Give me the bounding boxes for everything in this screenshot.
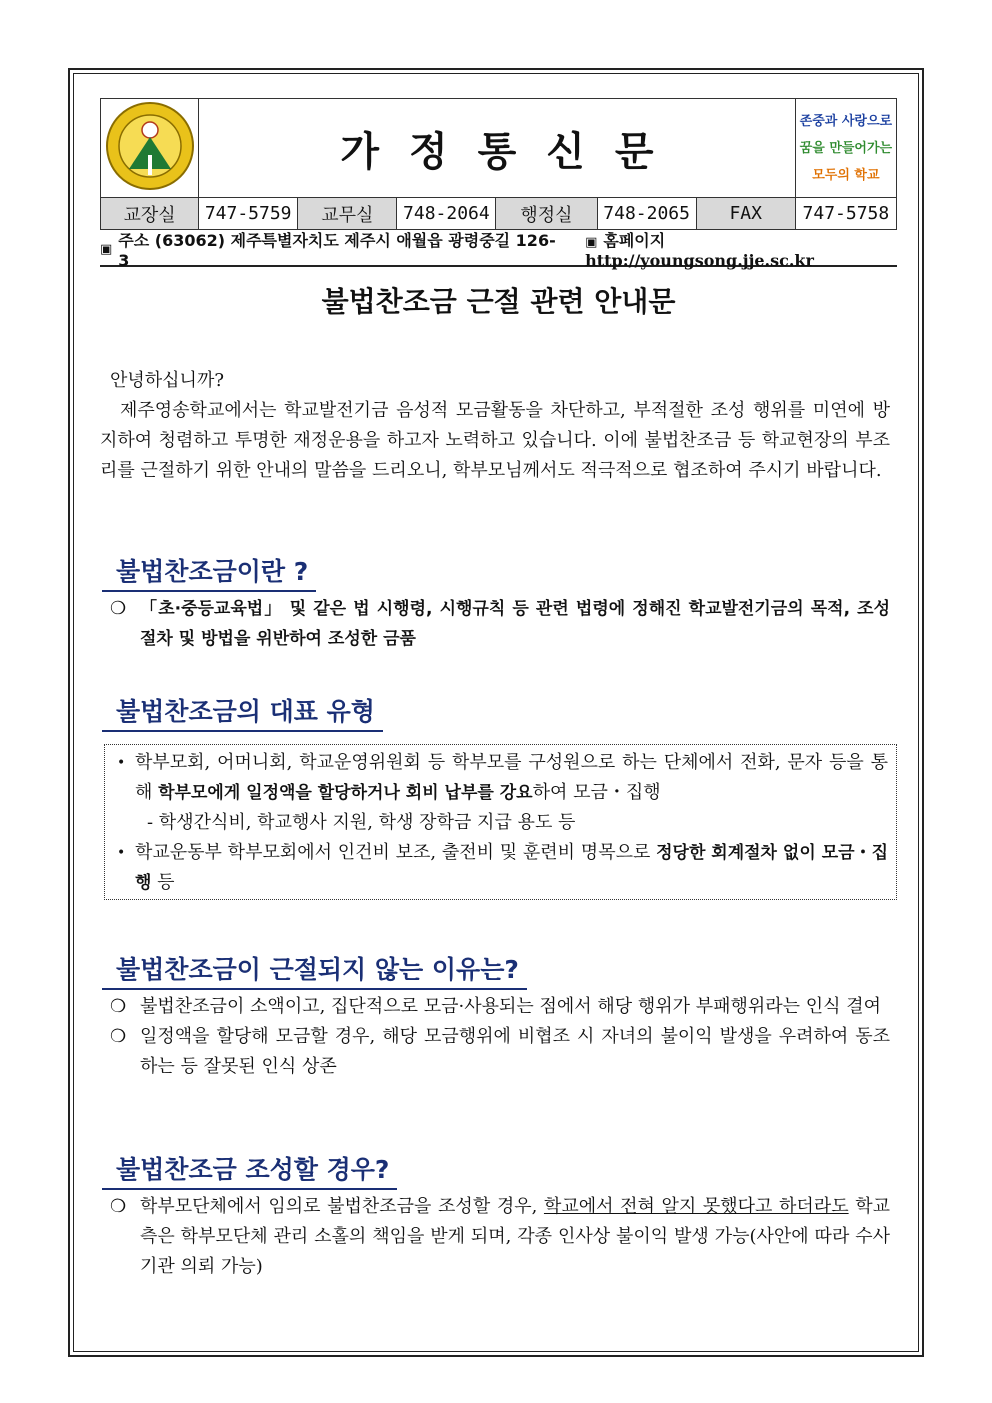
types-box: [104, 744, 897, 900]
homepage-link[interactable]: 홈페이지 http://youngsong.jje.sc.kr: [585, 231, 814, 270]
school-motto: [796, 108, 896, 189]
list-item: [108, 992, 890, 1022]
section-heading-reasons: 불법찬조금이 근절되지 않는 이유는?: [102, 950, 527, 990]
section-heading-types: 불법찬조금의 대표 유형: [102, 692, 383, 732]
list-item: [117, 838, 888, 898]
reason-1-text: 불법찬조금이 소액이고, 집단적으로 모금·사용되는 점에서 해당 행위가 부패행위라는 인식 결여: [140, 996, 882, 1017]
motto-cell: [795, 99, 896, 198]
type-1-text-a: 학부모회, 어머니회, 학교운영위원회 등 학부모를 구성원으로 하는 단체에서 전화, 문자 등을 통해: [135, 752, 888, 803]
dot-bullet-icon: •: [117, 845, 126, 861]
type-2-text-bold: 정당한 회계절차 없이 모금・집행: [135, 843, 888, 893]
type-2-text-a: 학교운동부 학부모회에서 인건비 보조, 출전비 및 훈련비 명목으로: [135, 842, 657, 863]
circle-bullet-icon: ❍: [110, 996, 127, 1017]
intro-paragraph: [100, 366, 890, 486]
contact-label-principal: 교장실: [101, 198, 199, 230]
square-bullet-icon: ▣: [100, 241, 113, 257]
address-line: [100, 231, 897, 270]
section-heading-consequence: 불법찬조금 조성할 경우?: [102, 1150, 397, 1190]
circle-bullet-icon: ❍: [110, 1196, 127, 1217]
motto-line-1: 존중과 사랑으로: [799, 113, 893, 129]
newsletter-title-cell: [199, 99, 796, 198]
school-logo-icon: [105, 101, 195, 191]
section-heading-definition: 불법찬조금이란 ?: [102, 552, 316, 592]
square-bullet-icon: ▣: [585, 235, 598, 250]
contact-label-admin: 행정실: [496, 198, 597, 230]
school-address: 주소 (63062) 제주특별자치도 제주시 애월읍 광령중길 126-3: [118, 231, 556, 270]
contact-number-fax: 747-5758: [795, 198, 896, 230]
circle-bullet-icon: ❍: [110, 1026, 127, 1047]
school-logo-cell: [101, 99, 199, 198]
consequence-text-a: 학부모단체에서 임의로 불법찬조금을 조성할 경우,: [140, 1196, 544, 1217]
motto-line-3: 모두의 학교: [812, 167, 880, 183]
contact-label-academic: 교무실: [298, 198, 397, 230]
intro-body: 제주영송학교에서는 학교발전기금 음성적 모금활동을 차단하고, 부적절한 조성 행위를 미연에 방지하여 청렴하고 투명한 재정운용을 하고자 노력하고 있습니다. 이에 불법찬조금 등 학교현장의 부조리를 근절하기 위한 안내의 말씀을 드리오니, 학부모님께서도 적극적으로 협조하여 주시기 바랍니다.: [100, 400, 890, 481]
circle-bullet-icon: ❍: [110, 598, 127, 619]
consequence-text-underlined: 학교에서 전혀 알지 못했다고 하더라도: [543, 1196, 849, 1217]
consequence-text-b: 학교측은 학부모단체 관리 소홀의 책임을 받게 되며, 각종 인사상 불이익 발생 가능(사안에 따라 수사기관 의뢰 가능): [140, 1196, 890, 1277]
type-1-subitem: - 학생간식비, 학교행사 지원, 학생 장학금 지급 용도 등: [147, 812, 576, 833]
letterhead-table: [100, 98, 897, 230]
consequence-list: [108, 1192, 890, 1282]
contact-number-principal: 747-5759: [199, 198, 298, 230]
list-item: [108, 594, 890, 654]
homepage-block: [585, 228, 897, 270]
contact-number-admin: 748-2065: [597, 198, 696, 230]
list-item: [108, 1192, 890, 1282]
reasons-list: [108, 992, 890, 1082]
definition-text: 「초·중등교육법」 및 같은 법 시행령, 시행규칙 등 관련 법령에 정해진 학교발전기금의 목적, 조성 절차 및 방법을 위반하여 조성한 금품: [140, 599, 890, 649]
reason-2-text: 일정액을 할당해 모금할 경우, 해당 모금행위에 비협조 시 자녀의 불이익 발생을 우려하여 동조하는 등 잘못된 인식 상존: [140, 1026, 890, 1077]
type-1-text-c: 하여 모금・집행: [532, 782, 661, 803]
type-2-text-c: 등: [151, 872, 175, 893]
list-item: [108, 1022, 890, 1082]
list-item: [117, 748, 888, 808]
motto-line-2: 꿈을 만들어가는: [799, 140, 893, 156]
contact-number-academic: 748-2064: [397, 198, 496, 230]
document-title: 불법찬조금 근절 관련 안내문: [321, 285, 676, 318]
greeting: 안녕하십니까?: [110, 370, 224, 391]
dot-bullet-icon: •: [117, 755, 126, 771]
type-1-text-bold: 학부모에게 일정액을 할당하거나 회비 납부를 강요: [158, 783, 533, 803]
contact-label-fax: FAX: [696, 198, 795, 230]
newsletter-title: 가정통신문: [340, 127, 684, 175]
definition-list: [108, 594, 890, 654]
